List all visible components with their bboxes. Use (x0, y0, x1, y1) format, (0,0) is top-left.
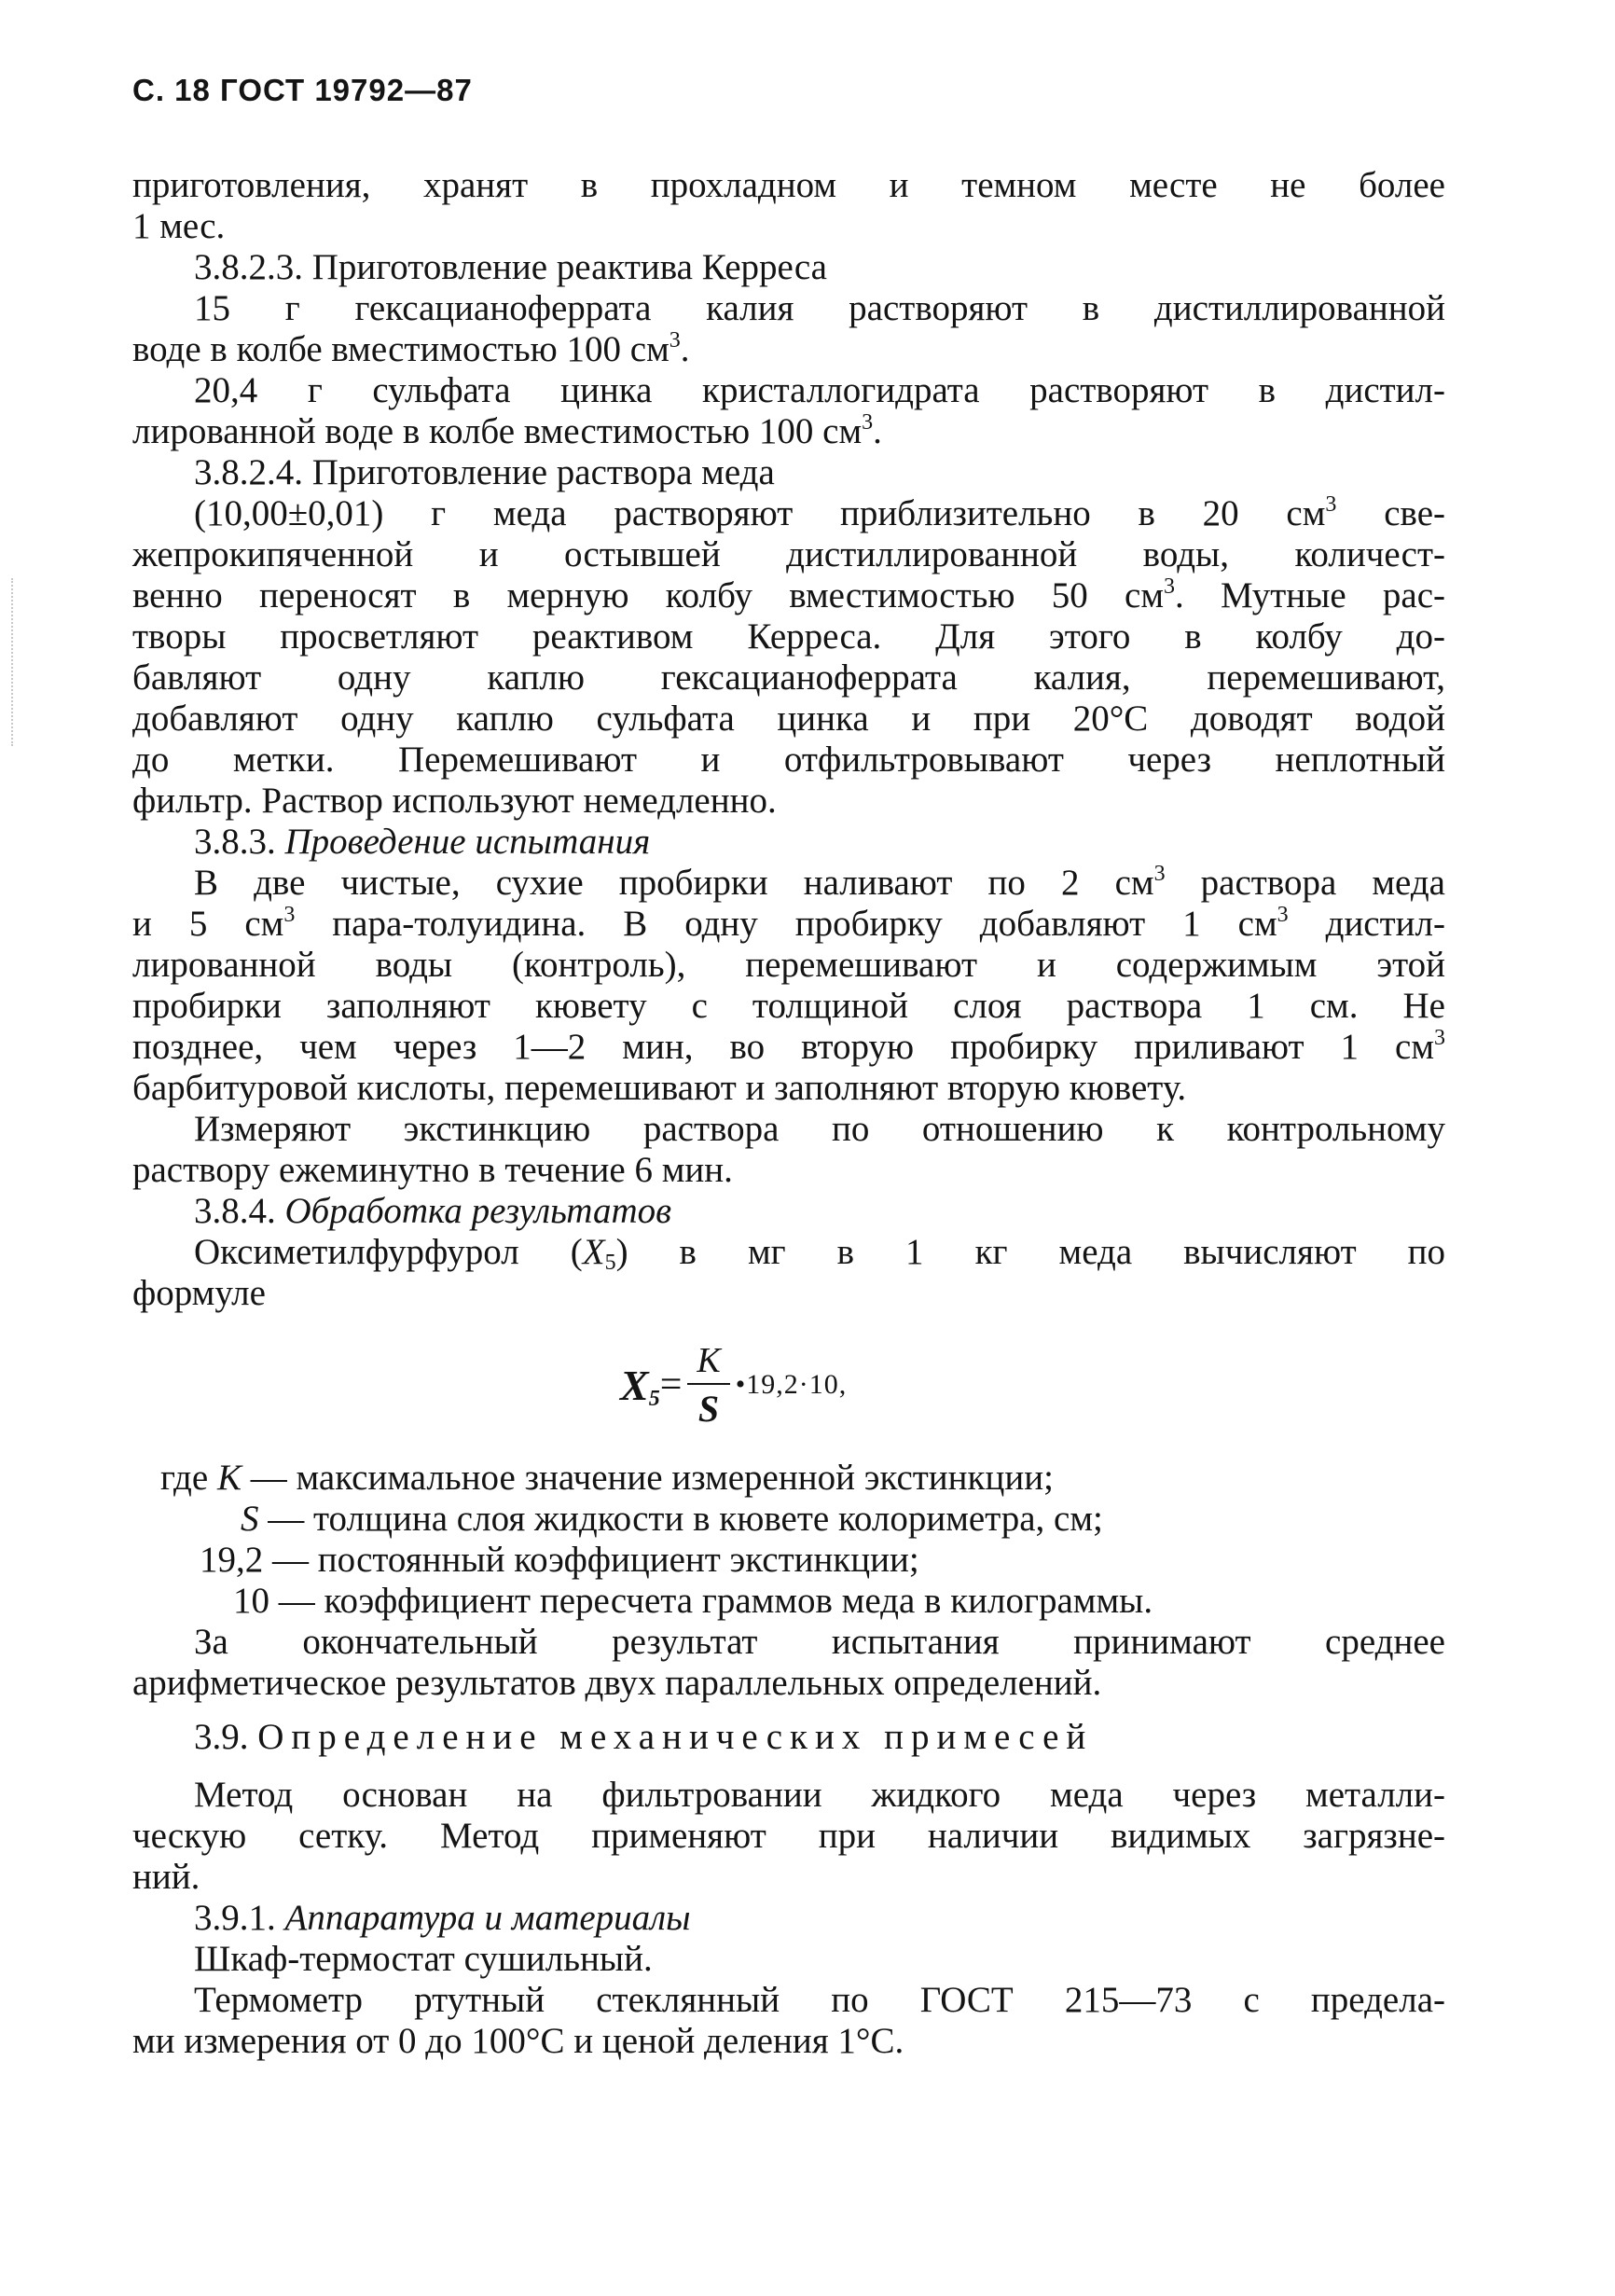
section-heading-39: 3.9. Определение механических примесей (194, 1717, 1094, 1757)
paragraph-line: В две чистые, сухие пробирки наливают по 2 $см^3$ раствора меда (194, 862, 1445, 903)
paragraph-line: Шкаф-термостат сушильный. (194, 1939, 653, 1979)
formula-denominator: S (697, 1387, 720, 1430)
paragraph-line: Оксиметилфурфурол $(X_5)$ в мг в 1 кг меда вычисляют по (194, 1232, 1445, 1275)
paragraph-line: добавляют одну каплю сульфата цинка и при 20°C доводят водой (132, 698, 1445, 739)
paragraph-line: лированной воды (контроль), перемешивают и содержимым этой (132, 945, 1445, 985)
definition-k: где K — максимальное значение измеренной экстинкции; (160, 1458, 1054, 1498)
section-heading-391: 3.9.1. Аппаратура и материалы (194, 1898, 691, 1938)
paragraph-line: позднее, чем через 1—2 мин, во вторую пробирку приливают 1 $см^3$ (132, 1026, 1445, 1067)
paragraph-line: фильтр. Раствор используют немедленно. (132, 781, 777, 821)
definition-10: 10 — коэффициент пересчета граммов меда в килограммы. (233, 1581, 1153, 1621)
page-header: С. 18 ГОСТ 19792—87 (132, 73, 473, 107)
paragraph-line: барбитуровой кислоты, перемешивают и заполняют вторую кювету. (132, 1068, 1187, 1108)
paragraph-line: (10,00±0,01) г меда растворяют приблизительно в 20 $см^3$ све- (194, 492, 1445, 533)
definition-s: S — толщина слоя жидкости в кювете колориметра, см; (241, 1499, 1103, 1539)
paragraph-line: Термометр ртутный стеклянный по ГОСТ 215—73 с предела- (194, 1980, 1445, 2020)
text-block-4 (132, 1775, 1445, 2062)
paragraph-line: жепрокипяченной и остывшей дистиллированной воды, количест- (132, 534, 1445, 574)
paragraph-line: ческую сетку. Метод применяют при наличии видимых загрязне- (132, 1816, 1445, 1856)
paragraph-line: 1 мес. (132, 206, 226, 246)
definition-19-2: 19,2 — постоянный коэффициент экстинкции; (200, 1540, 919, 1580)
text-block-3 (132, 1717, 1445, 1758)
paragraph-line: Измеряют экстинкцию раствора по отношению к контрольному (194, 1109, 1445, 1149)
paragraph-line: приготовления, хранят в прохладном и темном месте не более (132, 165, 1445, 205)
paragraph-line: венно переносят в мерную колбу вместимостью 50 $см^3$. Мутные рас- (132, 574, 1445, 615)
paragraph-line: бавляют одну каплю гексацианоферрата калия, перемешивают, (132, 657, 1445, 698)
formula-fraction (687, 1340, 729, 1431)
paragraph-line: воде в колбе вместимостью 100 $см^3$. (132, 328, 690, 369)
paragraph-line: 20,4 г сульфата цинка кристаллогидрата растворяют в дистил- (194, 370, 1445, 410)
formula-equals: = (659, 1363, 683, 1406)
section-heading-383: 3.8.3. Проведение испытания (194, 822, 651, 862)
formula-numerator: K (687, 1340, 729, 1385)
formula-lhs: $X_5$ (620, 1361, 660, 1411)
paragraph-line: ний. (132, 1857, 200, 1897)
section-heading-384: 3.8.4. Обработка результатов (194, 1191, 672, 1231)
paragraph-line: формуле (132, 1273, 266, 1313)
paragraph-line: 15 г гексацианоферрата калия растворяют в дистиллированной (194, 288, 1445, 328)
paragraph-line: до метки. Перемешивают и отфильтровывают через неплотный (132, 740, 1445, 780)
paragraph-line: и 5 $см^3$ пара-толуидина. В одну пробирку добавляют 1 $см^3$ дистил- (132, 903, 1445, 944)
scan-edge-marks (11, 578, 15, 746)
text-block-2 (132, 1622, 1445, 1704)
paragraph-line: арифметическое результатов двух параллельных определений. (132, 1663, 1102, 1703)
paragraph-line: лированной воде в колбе вместимостью 100 $см^3$. (132, 410, 882, 451)
paragraph-line: творы просветляют реактивом Керреса. Для этого в колбу до- (132, 616, 1445, 657)
formula-tail: •19,2·10, (735, 1369, 848, 1400)
formula-x5 (620, 1340, 848, 1430)
paragraph-line: ми измерения от 0 до 100°C и ценой деления 1°C. (132, 2021, 904, 2061)
paragraph-line: пробирки заполняют кювету с толщиной слоя раствора 1 см. Не (132, 986, 1445, 1026)
paragraph-line: За окончательный результат испытания принимают среднее (194, 1622, 1445, 1662)
text-block-1 (132, 165, 1445, 1314)
section-heading-3824: 3.8.2.4. Приготовление раствора меда (194, 452, 775, 492)
paragraph-line: раствору ежеминутно в течение 6 мин. (132, 1150, 733, 1190)
paragraph-line: Метод основан на фильтровании жидкого меда через металли- (194, 1775, 1445, 1815)
section-heading-3823: 3.8.2.3. Приготовление реактива Керреса (194, 247, 827, 287)
